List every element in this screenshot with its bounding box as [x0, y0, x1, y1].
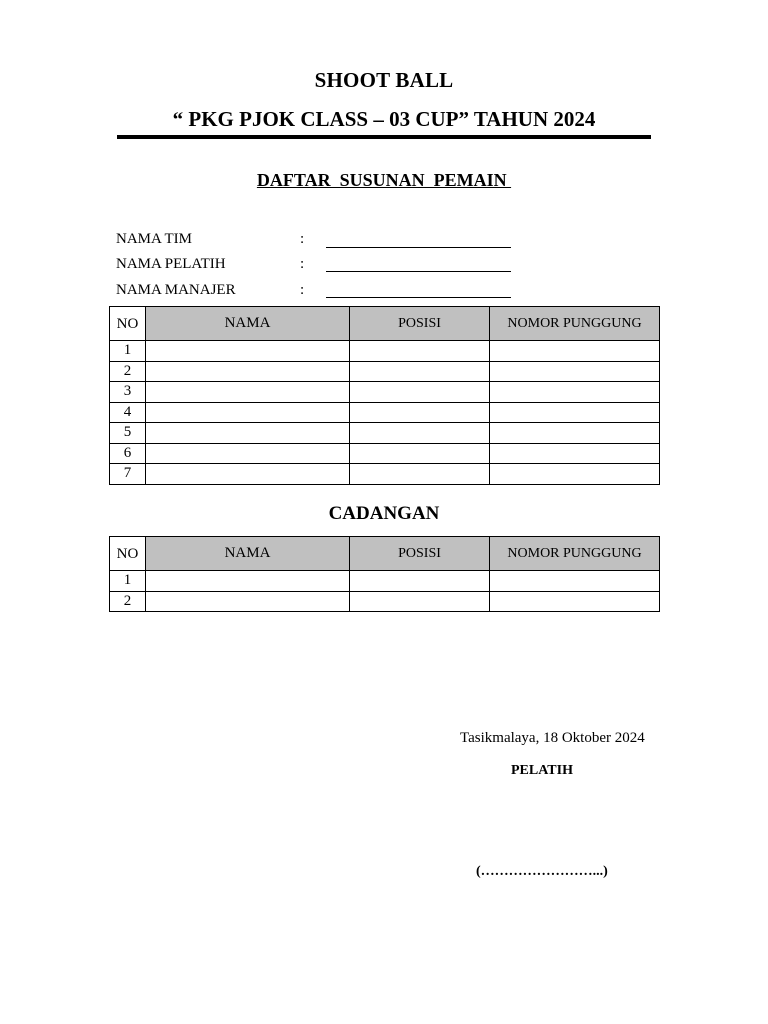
posisi-cell [350, 341, 490, 362]
posisi-cell [350, 361, 490, 382]
posisi-cell [350, 571, 490, 592]
info-label-nama-manajer: NAMA MANAJER [116, 282, 236, 298]
header-no: NO [110, 537, 146, 571]
table-header-row [110, 307, 660, 341]
info-label-nama-pelatih: NAMA PELATIH [116, 256, 226, 272]
signature-place-date: Tasikmalaya, 18 Oktober 2024 [460, 730, 645, 746]
posisi-cell [350, 443, 490, 464]
nomor-cell [490, 571, 660, 592]
nomor-cell [490, 591, 660, 612]
nomor-cell [490, 341, 660, 362]
header-posisi: POSISI [350, 307, 490, 341]
title-divider [117, 135, 651, 139]
row-number: 4 [110, 402, 146, 423]
nama-cell [146, 402, 350, 423]
signature-name-placeholder: (……………………...) [476, 864, 608, 879]
table-row [110, 591, 660, 612]
table-row [110, 402, 660, 423]
header-nama: NAMA [146, 537, 350, 571]
row-number: 1 [110, 571, 146, 592]
posisi-cell [350, 591, 490, 612]
nomor-cell [490, 361, 660, 382]
nomor-cell [490, 464, 660, 485]
posisi-cell [350, 402, 490, 423]
event-title: “ PKG PJOK CLASS – 03 CUP” TAHUN 2024 [172, 107, 596, 131]
table-row [110, 464, 660, 485]
header-no: NO [110, 307, 146, 341]
info-colon: : [300, 231, 305, 247]
header-nomor-punggung: NOMOR PUNGGUNG [490, 537, 660, 571]
nama-cell [146, 361, 350, 382]
row-number: 6 [110, 443, 146, 464]
nama-manajer-blank-line [326, 297, 511, 298]
row-number: 7 [110, 464, 146, 485]
row-number: 2 [110, 361, 146, 382]
header-nama: NAMA [146, 307, 350, 341]
nomor-cell [490, 402, 660, 423]
document-title: SHOOT BALL [314, 68, 454, 92]
main-roster-table [109, 306, 660, 485]
nama-cell [146, 341, 350, 362]
nomor-cell [490, 382, 660, 403]
nama-cell [146, 382, 350, 403]
table-row [110, 341, 660, 362]
nomor-cell [490, 443, 660, 464]
table-row [110, 382, 660, 403]
cadangan-table [109, 536, 660, 612]
nama-cell [146, 423, 350, 444]
table-row [110, 361, 660, 382]
header-nomor-punggung: NOMOR PUNGGUNG [490, 307, 660, 341]
info-colon: : [300, 256, 305, 272]
nama-cell [146, 443, 350, 464]
row-number: 1 [110, 341, 146, 362]
nama-cell [146, 571, 350, 592]
table-row [110, 423, 660, 444]
posisi-cell [350, 382, 490, 403]
nama-tim-blank-line [326, 247, 511, 248]
nomor-cell [490, 423, 660, 444]
posisi-cell [350, 423, 490, 444]
table-header-row [110, 537, 660, 571]
row-number: 5 [110, 423, 146, 444]
cadangan-title: CADANGAN [328, 503, 440, 524]
table-row [110, 571, 660, 592]
table-row [110, 443, 660, 464]
signature-role: PELATIH [511, 763, 573, 778]
nama-pelatih-blank-line [326, 271, 511, 272]
document-subtitle: DAFTAR SUSUNAN PEMAIN [256, 170, 512, 190]
row-number: 3 [110, 382, 146, 403]
nama-cell [146, 591, 350, 612]
info-label-nama-tim: NAMA TIM [116, 231, 192, 247]
info-colon: : [300, 282, 305, 298]
posisi-cell [350, 464, 490, 485]
nama-cell [146, 464, 350, 485]
header-posisi: POSISI [350, 537, 490, 571]
row-number: 2 [110, 591, 146, 612]
